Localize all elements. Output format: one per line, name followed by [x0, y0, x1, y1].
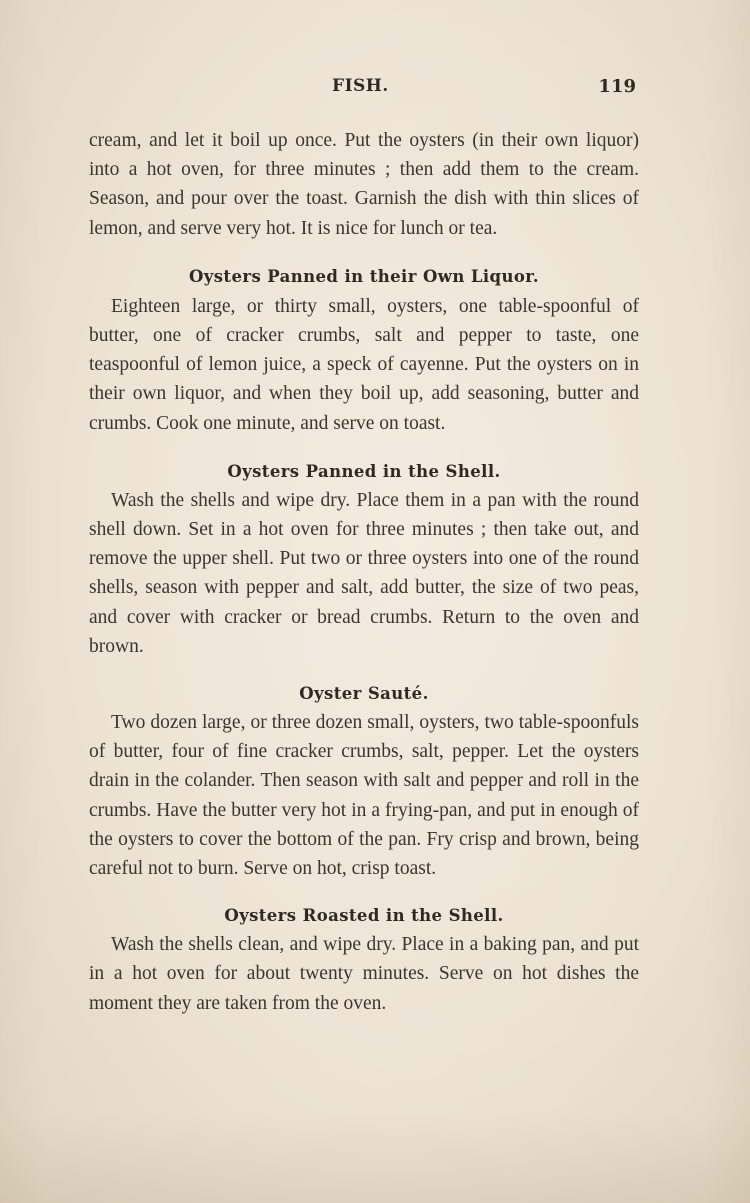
recipe-text: Wash the shells and wipe dry. Place them in a pan with the round shell down. Set in a hot oven for three minutes ; then take out, and remove the upper shell. Put two or three oysters into one of the round shells, season with pepper and salt, add butter, the size of two peas, and cover with cracker or bread crumbs. Return to the oven and brown. [89, 489, 639, 657]
running-title: FISH. [332, 76, 389, 96]
recipe-title: Oyster Sauté. [299, 684, 429, 704]
page-number: 119 [598, 76, 636, 97]
recipe-title: Oysters Roasted in the Shell. [224, 906, 504, 926]
continuation-paragraph: cream, and let it boil up once. Put the oysters (in their own liquor) into a hot oven, for three minutes ; then add them to the cream. Season, and pour over the toast. Garnish the dish with thin slices of lemon, and serve very hot. It is nice for lunch or tea. [89, 130, 639, 239]
recipe-title: Oysters Panned in their Own Liquor. [188, 266, 539, 286]
recipe-text: Wash the shells clean, and wipe dry. Place in a baking pan, and put in a hot oven for about twenty minutes. Serve on hot dishes the moment they are taken from the oven. [89, 934, 639, 1014]
page-body [89, 126, 639, 1018]
recipe-title: Oysters Panned in the Shell. [227, 461, 501, 481]
recipe-text: Two dozen large, or three dozen small, oysters, two table-spoonfuls of butter, four of fine cracker crumbs, salt, pepper. Let the oysters drain in the colander. Then season with salt and pepper and roll in the crumbs. Have the butter very hot in a frying-pan, and put in enough of the oysters to cover the bottom of the pan. Fry crisp and brown, being careful not to burn. Serve on hot, crisp toast. [89, 712, 639, 880]
recipe-text: Eighteen large, or thirty small, oysters, one table-spoonful of butter, one of cracker crumbs, salt and pepper to taste, one teaspoonful of lemon juice, a speck of cayenne. Put the oysters on in their own liquor, and when they boil up, add seasoning, butter and crumbs. Cook one minute, and serve on toast. [89, 295, 639, 434]
running-head [90, 76, 638, 106]
